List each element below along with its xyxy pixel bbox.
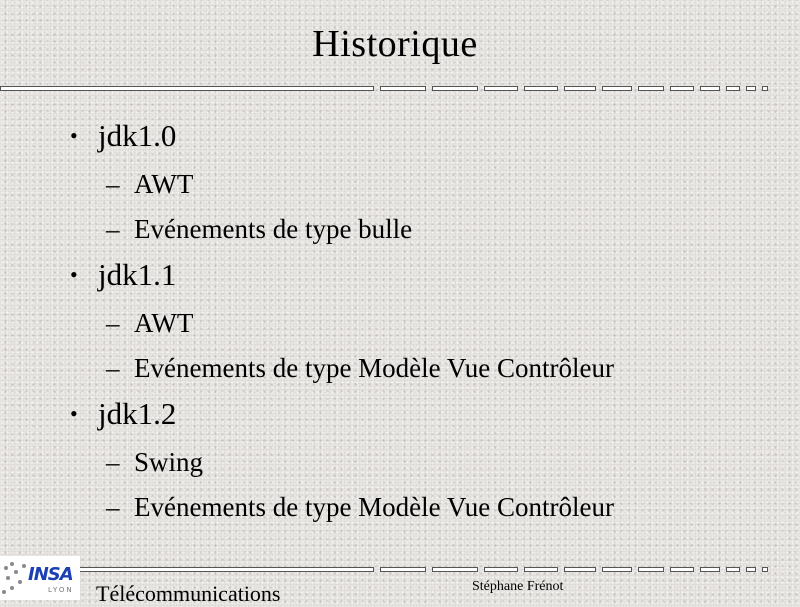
- sub-item-text: Evénements de type bulle: [134, 214, 413, 244]
- divider-segment: [602, 86, 632, 91]
- divider-segment: [564, 567, 596, 572]
- dash-icon: –: [106, 353, 120, 383]
- sub-item: [70, 351, 770, 385]
- divider-segment: [762, 86, 768, 91]
- sub-item-text: Evénements de type Modèle Vue Contrôleur: [134, 492, 615, 522]
- divider-segment: [746, 567, 756, 572]
- divider-segment: [380, 567, 426, 572]
- divider-segment: [524, 567, 558, 572]
- sub-item-text: Evénements de type Modèle Vue Contrôleur: [134, 353, 615, 383]
- divider-segment: [564, 86, 596, 91]
- bullet-icon: •: [70, 262, 78, 287]
- divider-segment: [432, 86, 478, 91]
- divider-segment: [726, 567, 740, 572]
- slide-title: Historique: [312, 23, 478, 65]
- sub-item-text: AWT: [134, 169, 194, 199]
- divider-segment: [762, 567, 768, 572]
- slide-content: [70, 116, 770, 533]
- sub-item: [70, 445, 770, 479]
- title-divider: [0, 86, 774, 93]
- sub-item: [70, 490, 770, 524]
- divider-segment: [746, 86, 756, 91]
- dash-icon: –: [106, 308, 120, 338]
- divider-segment: [484, 567, 518, 572]
- divider-segment: [726, 86, 740, 91]
- footer-divider: [0, 567, 774, 574]
- bullet-text: jdk1.0: [98, 118, 177, 153]
- dash-icon: –: [106, 169, 120, 199]
- section-jdk12: [70, 394, 770, 524]
- section-jdk11: [70, 255, 770, 385]
- divider-segment: [432, 567, 478, 572]
- divider-segment: [524, 86, 558, 91]
- bullet-item: [70, 394, 770, 434]
- insa-logo: [0, 556, 80, 600]
- divider-segment: [670, 567, 694, 572]
- bullet-text: jdk1.1: [98, 257, 177, 292]
- sub-item-text: Swing: [134, 447, 204, 477]
- bullet-icon: •: [70, 401, 78, 426]
- logo-subtitle: LYON: [48, 586, 74, 594]
- section-jdk10: [70, 116, 770, 246]
- sub-item-text: AWT: [134, 308, 194, 338]
- bullet-icon: •: [70, 123, 78, 148]
- divider-segment: [0, 86, 374, 91]
- divider-segment: [700, 567, 720, 572]
- divider-segment: [380, 86, 426, 91]
- footer-department: Télécommunications: [96, 581, 281, 606]
- sub-item: [70, 167, 770, 201]
- divider-segment: [638, 86, 664, 91]
- divider-segment: [484, 86, 518, 91]
- sub-item: [70, 306, 770, 340]
- bullet-text: jdk1.2: [98, 396, 177, 431]
- dash-icon: –: [106, 492, 120, 522]
- bullet-item: [70, 255, 770, 295]
- divider-segment: [638, 567, 664, 572]
- dash-icon: –: [106, 447, 120, 477]
- footer-author: Stéphane Frénot: [472, 579, 564, 594]
- sub-item: [70, 212, 770, 246]
- divider-segment: [670, 86, 694, 91]
- dash-icon: –: [106, 214, 120, 244]
- logo-wordmark: INSA: [28, 564, 73, 585]
- divider-segment: [602, 567, 632, 572]
- divider-segment: [700, 86, 720, 91]
- bullet-item: [70, 116, 770, 156]
